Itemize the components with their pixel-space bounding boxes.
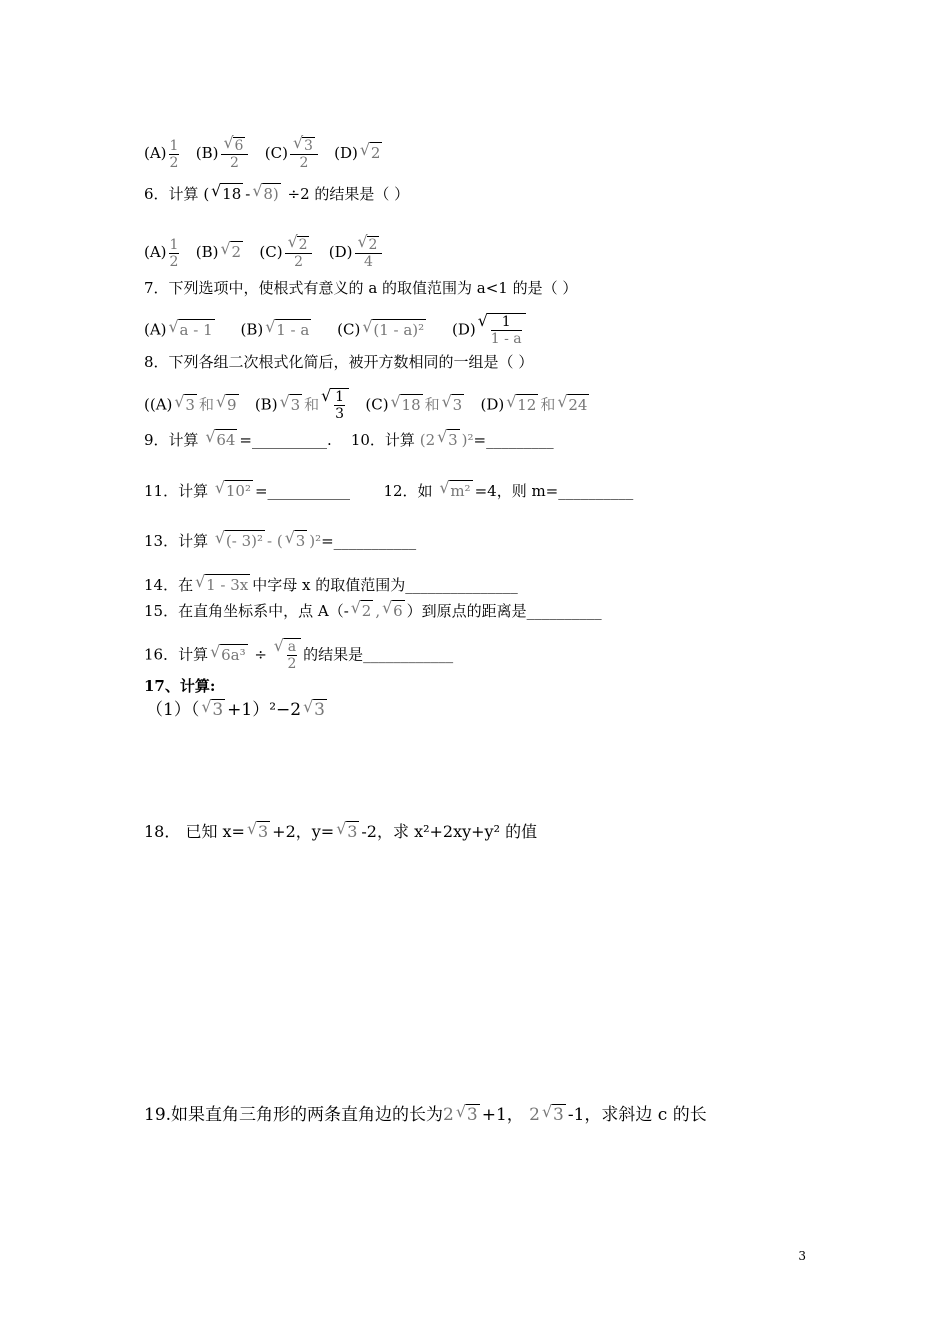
sqrt: √ 6a³: [210, 644, 248, 665]
answer-blank: =___________: [321, 532, 417, 550]
expr: (2: [419, 431, 436, 449]
sqrt: √ 2: [221, 241, 244, 262]
question-16: [144, 638, 453, 672]
sqrt: √ a - 1: [169, 319, 215, 340]
option-c-label: (C): [264, 144, 288, 162]
fraction: √ $\frac{2}{2}$: [285, 236, 313, 270]
and-text: 和: [198, 395, 214, 414]
option-c-label: (C): [337, 320, 361, 339]
option-b-label: (B): [240, 320, 264, 339]
sqrt: √ $\frac{a}{2}$: [274, 638, 301, 672]
q5-options: [144, 137, 384, 171]
expr: +1，: [481, 1105, 524, 1125]
option-b-label: (B): [254, 395, 278, 414]
sqrt: √ (- 3)²: [215, 530, 265, 551]
question-label: 13．计算: [144, 532, 209, 550]
question-6: 6．计算 (√ 18 -√ 8) ÷2 的结果是（ ）: [144, 183, 409, 204]
question-label: 19.如果直角三角形的两条直角边的长为: [144, 1105, 444, 1125]
sqrt: √ 2: [360, 142, 383, 163]
question-label: （1）（: [146, 700, 200, 720]
sqrt: √ 10²: [215, 480, 253, 501]
question-text: 的结果是____________: [303, 645, 454, 664]
sqrt: √ 9: [216, 394, 239, 415]
question-text: ）到原点的距离是__________: [406, 602, 602, 620]
sqrt: √ 3: [285, 530, 308, 551]
q7-options: [144, 313, 528, 347]
option-b-label: (B): [195, 144, 219, 162]
sqrt: √ 3: [542, 1104, 566, 1125]
question-8: 8．下列各组二次根式化简后，被开方数相同的一组是（ ）: [144, 353, 534, 371]
coef: 2: [443, 1105, 454, 1125]
question-11-12: [144, 480, 633, 501]
comma: ,: [375, 602, 381, 620]
question-12-label: 12．如: [383, 482, 433, 500]
fraction: √ $\frac{3}{2}$: [290, 137, 318, 171]
sqrt: √ $\frac{1}{1 - a}$: [478, 313, 526, 347]
sqrt: √ 3: [437, 429, 460, 450]
question-13: [144, 530, 416, 551]
option-a-label: (A): [149, 395, 173, 414]
q6-options: [144, 236, 384, 270]
option-d-label: (D): [334, 144, 358, 162]
expr: +2，y=: [272, 822, 335, 841]
fraction: $\frac{1}{2}$: [169, 137, 179, 171]
question-text: -1，求斜边 c 的长: [567, 1105, 707, 1125]
option-c-label: (C): [259, 243, 283, 261]
question-14: [144, 574, 518, 595]
sqrt: √ $\frac{1}{3}$: [321, 388, 349, 422]
sqrt: √ 3: [174, 394, 197, 415]
sqrt: √ 3: [201, 699, 225, 720]
question-text: ÷2 的结果是（ ）: [287, 185, 410, 203]
fraction: √ $\frac{6}{2}$: [221, 137, 249, 171]
question-9-10: [144, 429, 554, 450]
question-17-1: [146, 699, 329, 720]
sqrt: √ 3: [456, 1104, 480, 1125]
question-label: 6．计算: [144, 185, 199, 203]
option-b-label: (B): [195, 243, 219, 261]
question-9-label: 9．计算: [144, 431, 199, 449]
expr: )²: [309, 532, 322, 550]
sqrt: √ 3: [247, 821, 270, 842]
and-text: 和: [424, 395, 440, 414]
option-c-label: (C): [365, 395, 389, 414]
sqrt: √ 64: [205, 429, 237, 450]
answer-blank: =4，则 m=__________: [474, 482, 634, 500]
question-17-title: 17、计算:: [144, 677, 216, 695]
sqrt: √ 18: [211, 183, 243, 204]
minus: -: [245, 185, 251, 203]
answer-blank: =__________.: [239, 431, 332, 449]
question-label: 15．在直角坐标系中，点 A（-: [144, 602, 349, 620]
question-label: 16．计算: [144, 645, 209, 664]
expr: +1）²−2: [227, 700, 302, 720]
question-10-label: 10．计算: [350, 431, 415, 449]
question-label: 18． 已知 x=: [144, 822, 245, 841]
question-label: 14．在: [144, 576, 194, 594]
sqrt: √ 3: [442, 394, 465, 415]
sqrt: √ 3: [303, 699, 327, 720]
sqrt: √ 12: [506, 394, 538, 415]
answer-blank: =_________: [473, 431, 554, 449]
question-text: 中字母 x 的取值范围为_______________: [252, 576, 518, 594]
option-d-label: (D): [480, 395, 505, 414]
option-a-label: (A): [144, 243, 167, 261]
answer-blank: =___________: [254, 482, 351, 500]
option-a-label: (A): [144, 320, 167, 339]
fraction: √ $\frac{2}{4}$: [355, 236, 383, 270]
option-d-label: (D): [452, 320, 476, 339]
expr: - (: [266, 532, 283, 550]
sqrt: √ 1 - a: [265, 319, 311, 340]
question-text: -2，求 x²+2xy+y² 的值: [361, 822, 538, 841]
question-11-label: 11．计算: [144, 482, 209, 500]
and-text: 和: [304, 395, 320, 414]
question-7: 7．下列选项中，使根式有意义的 a 的取值范围为 a<1 的是（ ）: [144, 279, 578, 297]
sqrt: √ 6: [382, 600, 405, 621]
sqrt: √ (1 - a)²: [362, 319, 426, 340]
sqrt: √ 24: [557, 394, 589, 415]
question-15: [144, 600, 602, 621]
sqrt: √ 3: [336, 821, 359, 842]
sqrt: √ 18: [391, 394, 423, 415]
question-19: [144, 1104, 707, 1125]
sqrt: √ 3: [280, 394, 303, 415]
divide-sign: ÷: [254, 645, 267, 664]
sqrt: √ 8): [252, 183, 280, 204]
sqrt: √ m²: [439, 480, 472, 501]
sqrt: √ 1 - 3x: [195, 574, 250, 595]
fraction: $\frac{1}{2}$: [169, 236, 179, 270]
expr: )²: [461, 431, 474, 449]
page-number: 3: [798, 1249, 806, 1263]
option-a-label: (A): [144, 144, 167, 162]
sqrt: √ 2: [351, 600, 374, 621]
question-18: [144, 821, 537, 842]
and-text: 和: [540, 395, 556, 414]
coef: 2: [529, 1105, 540, 1125]
q8-options: ((A)√ 3 和√ 9 (B)√ 3 和 √ $\frac{1}{3}$ (C)√ 18 和√ 3 (D)√ 12 和√ 24: [144, 388, 591, 422]
option-d-label: (D): [328, 243, 353, 261]
